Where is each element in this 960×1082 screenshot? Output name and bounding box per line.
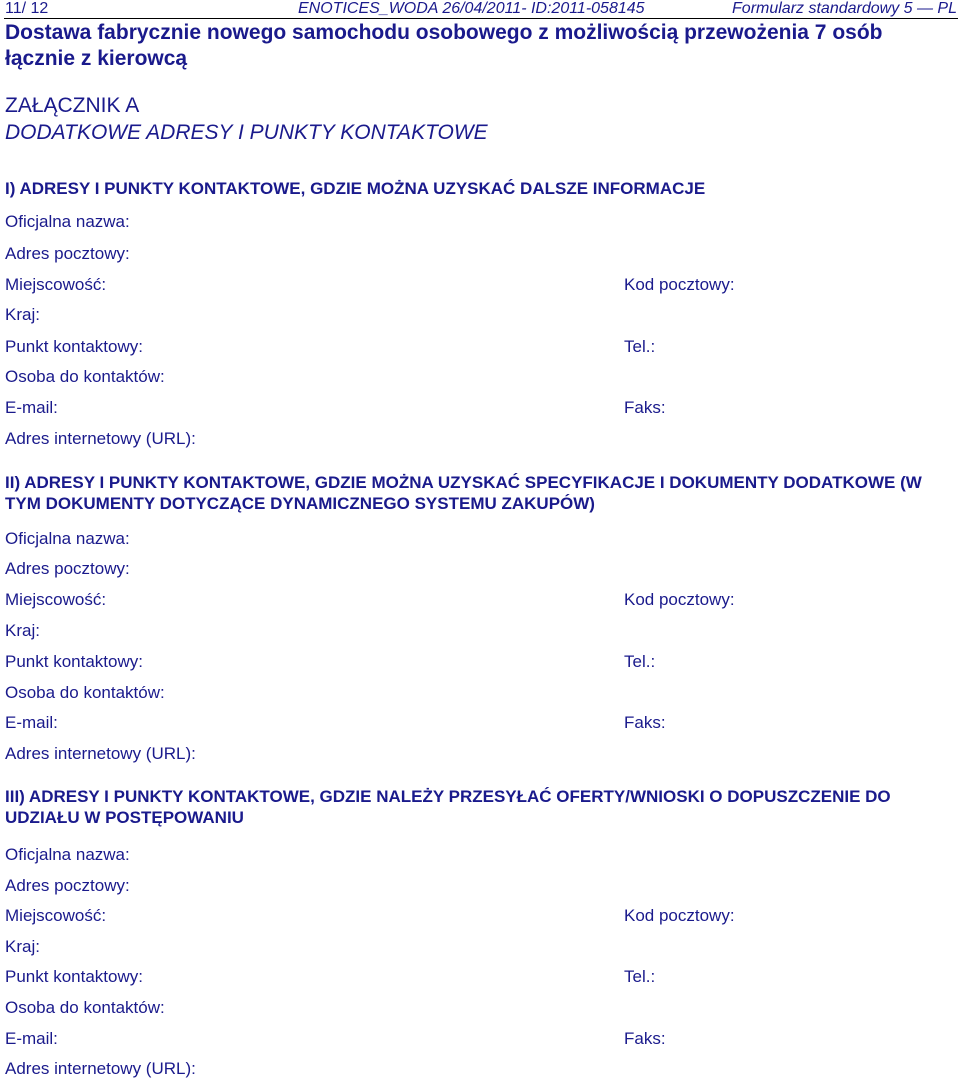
email-label: E-mail:: [5, 713, 58, 732]
town-label: Miejscowość:: [5, 906, 107, 925]
form-type: Formularz standardowy 5 — PL: [732, 0, 957, 17]
email-label: E-mail:: [5, 398, 58, 417]
page-header: [0, 0, 960, 18]
contact-point-label: Punkt kontaktowy:: [5, 967, 143, 986]
town-label: Miejscowość:: [5, 275, 107, 294]
annex-title: ZAŁĄCZNIK A: [5, 94, 140, 117]
official-name-label: Oficjalna nazwa:: [5, 845, 130, 864]
header-divider: [4, 18, 958, 19]
postal-code-label: Kod pocztowy:: [624, 590, 735, 609]
postal-code-label: Kod pocztowy:: [624, 906, 735, 925]
country-label: Kraj:: [5, 621, 40, 640]
page-number: 11/ 12: [5, 0, 49, 17]
section-heading: III) ADRESY I PUNKTY KONTAKTOWE, GDZIE NALEŻY PRZESYŁAĆ OFERTY/WNIOSKI O DOPUSZCZENIE DO UDZIAŁU W POSTĘPOWANIU: [5, 787, 891, 827]
url-label: Adres internetowy (URL):: [5, 744, 196, 763]
section-heading: II) ADRESY I PUNKTY KONTAKTOWE, GDZIE MOŻNA UZYSKAĆ SPECYFIKACJE I DOKUMENTY DODATKOWE (W TYM DOKUMENTY DOTYCZĄCE DYNAMICZNEGO SYSTEMU ZAKUPÓW): [5, 473, 922, 513]
url-label: Adres internetowy (URL):: [5, 1059, 196, 1078]
contact-point-label: Punkt kontaktowy:: [5, 337, 143, 356]
fax-label: Faks:: [624, 1029, 666, 1048]
postal-address-label: Adres pocztowy:: [5, 244, 130, 263]
contact-person-label: Osoba do kontaktów:: [5, 683, 165, 702]
phone-label: Tel.:: [624, 337, 656, 356]
official-name-label: Oficjalna nazwa:: [5, 529, 130, 548]
contact-point-label: Punkt kontaktowy:: [5, 652, 143, 671]
annex-subtitle: DODATKOWE ADRESY I PUNKTY KONTAKTOWE: [5, 121, 488, 144]
country-label: Kraj:: [5, 937, 40, 956]
notice-id: ENOTICES_WODA 26/04/2011- ID:2011-058145: [298, 0, 645, 17]
phone-label: Tel.:: [624, 967, 656, 986]
email-label: E-mail:: [5, 1029, 58, 1048]
document-title: Dostawa fabrycznie nowego samochodu osobowego z możliwością przewożenia 7 osób łącznie z kierowcą: [5, 21, 883, 70]
official-name-label: Oficjalna nazwa:: [5, 212, 130, 231]
contact-person-label: Osoba do kontaktów:: [5, 998, 165, 1017]
country-label: Kraj:: [5, 305, 40, 324]
phone-label: Tel.:: [624, 652, 656, 671]
town-label: Miejscowość:: [5, 590, 107, 609]
postal-address-label: Adres pocztowy:: [5, 876, 130, 895]
contact-person-label: Osoba do kontaktów:: [5, 367, 165, 386]
url-label: Adres internetowy (URL):: [5, 429, 196, 448]
postal-code-label: Kod pocztowy:: [624, 275, 735, 294]
fax-label: Faks:: [624, 398, 666, 417]
fax-label: Faks:: [624, 713, 666, 732]
postal-address-label: Adres pocztowy:: [5, 559, 130, 578]
section-heading: I) ADRESY I PUNKTY KONTAKTOWE, GDZIE MOŻNA UZYSKAĆ DALSZE INFORMACJE: [5, 179, 706, 198]
